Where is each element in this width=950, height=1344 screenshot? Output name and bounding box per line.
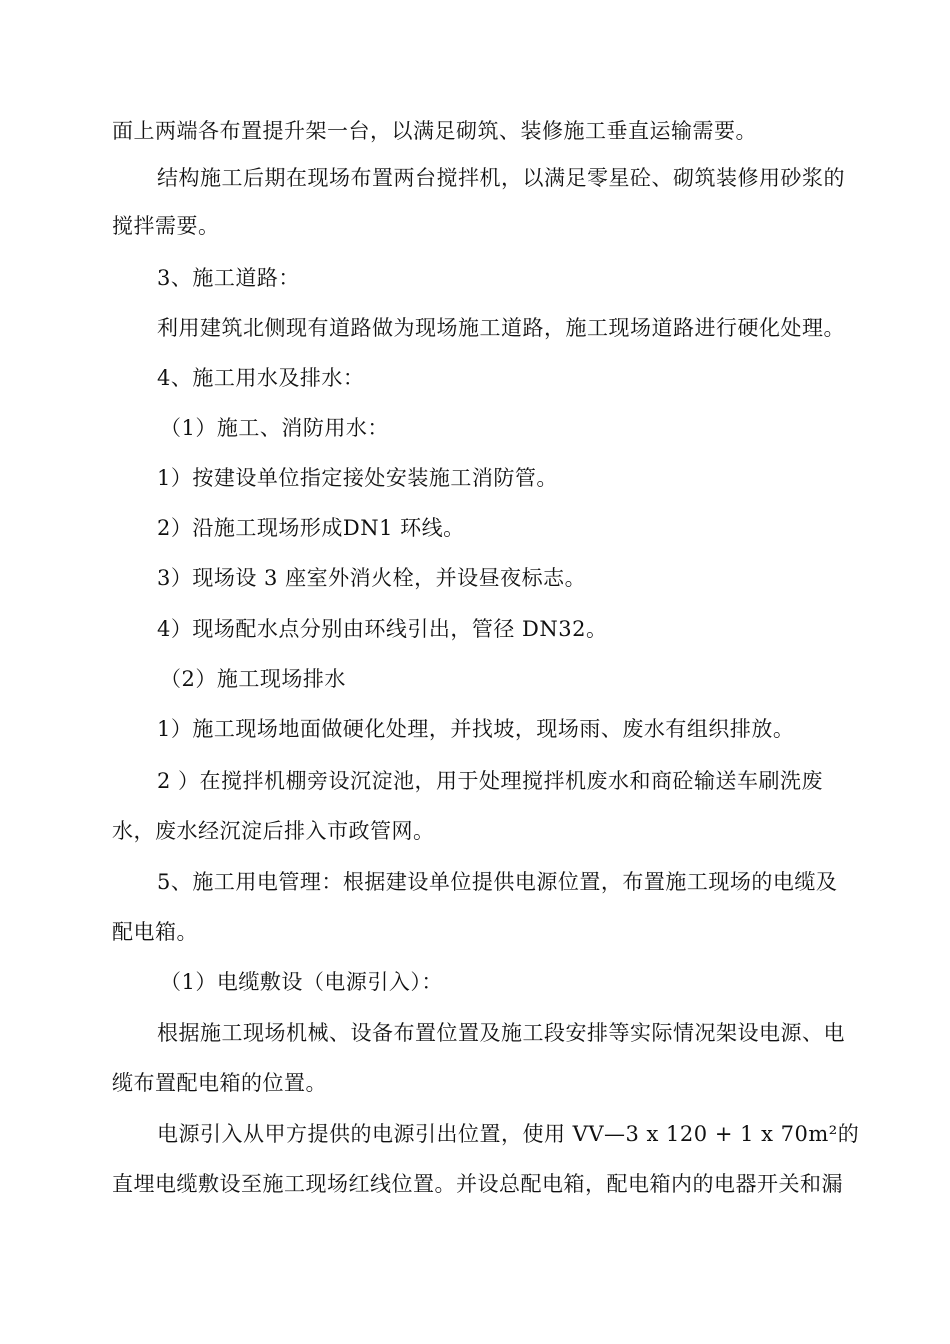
paragraph-line: 利用建筑北侧现有道路做为现场施工道路，施工现场道路进行硬化处理。: [157, 316, 845, 340]
list-item: 1）施工现场地面做硬化处理，并找坡，现场雨、废水有组织排放。: [157, 717, 795, 741]
section-heading: 5、施工用电管理：根据建设单位提供电源位置，布置施工现场的电缆及: [157, 870, 838, 894]
paragraph-line: 配电箱。: [112, 920, 198, 944]
paragraph-line: 搅拌需要。: [112, 214, 220, 238]
paragraph-line: 缆布置配电箱的位置。: [112, 1071, 327, 1095]
paragraph-line: 电源引入从甲方提供的电源引出位置，使用 VV—3 x 120 + 1 x 70m²的: [157, 1122, 860, 1146]
subsection-heading: （1）电缆敷设（电源引入）：: [160, 970, 443, 994]
paragraph-line: 面上两端各布置提升架一台，以满足砌筑、装修施工垂直运输需要。: [112, 119, 757, 143]
list-item: 4）现场配水点分别由环线引出，管径 DN32。: [157, 617, 608, 641]
list-item: 1）按建设单位指定接处安装施工消防管。: [157, 466, 558, 490]
paragraph-line: 直埋电缆敷设至施工现场红线位置。并设总配电箱，配电箱内的电器开关和漏: [112, 1172, 843, 1196]
section-heading: 3、施工道路：: [157, 266, 300, 290]
paragraph-line: 根据施工现场机械、设备布置位置及施工段安排等实际情况架设电源、电: [157, 1021, 845, 1045]
subsection-heading: （1）施工、消防用水：: [160, 416, 389, 440]
paragraph-line: 结构施工后期在现场布置两台搅拌机，以满足零星砼、砌筑装修用砂浆的: [157, 166, 845, 190]
paragraph-line: 水，废水经沉淀后排入市政管网。: [112, 819, 435, 843]
subsection-heading: （2）施工现场排水: [160, 667, 346, 691]
list-item: 3）现场设 3 座室外消火栓，并设昼夜标志。: [157, 566, 587, 590]
list-item: 2）沿施工现场形成DN1 环线。: [157, 516, 465, 540]
list-item: 2 ）在搅拌机棚旁设沉淀池，用于处理搅拌机废水和商砼输送车刷洗废: [157, 769, 824, 793]
section-heading: 4、施工用水及排水：: [157, 366, 365, 390]
